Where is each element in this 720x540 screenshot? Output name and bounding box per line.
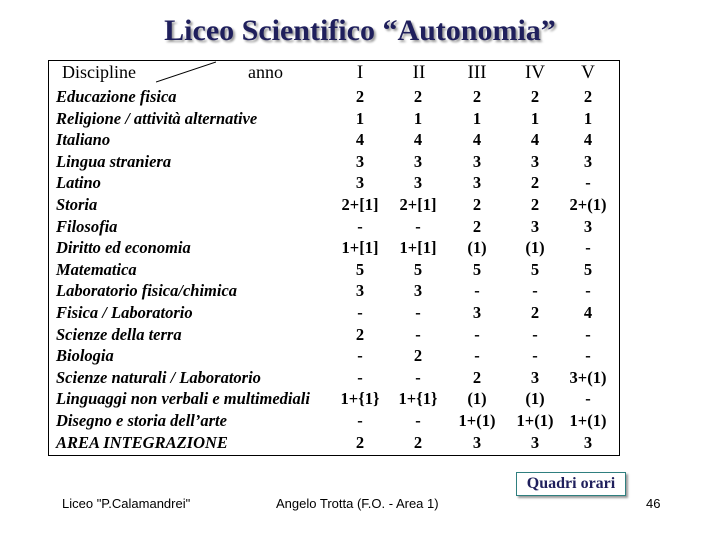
subject-name: Storia xyxy=(56,195,98,214)
hours-cell-year-1: 2 xyxy=(355,324,365,344)
subject-name: Biologia xyxy=(56,346,114,366)
hours-cell-year-2: - xyxy=(415,411,421,430)
footer-school: Liceo "P.Calamandrei" xyxy=(62,496,191,511)
hours-cell-year-5: 1 xyxy=(583,108,593,128)
table-row xyxy=(50,86,620,108)
hours-cell-year-3: 1+(1) xyxy=(458,411,496,430)
table-row xyxy=(50,410,620,432)
slide-title: Liceo Scientifico “Autonomia” xyxy=(164,14,556,47)
hours-cell-year-3: 1 xyxy=(472,108,482,128)
hours-cell-year-1: 1+{1} xyxy=(340,389,380,409)
hours-cell-year-5: - xyxy=(585,281,591,301)
table-row xyxy=(50,194,620,216)
hours-cell-year-5: - xyxy=(585,346,591,366)
year-header-5: V xyxy=(581,62,595,83)
subject-name: Educazione fisica xyxy=(56,87,177,106)
table-row xyxy=(50,302,620,324)
discipline-header: Discipline xyxy=(62,62,136,82)
hours-cell-year-2: - xyxy=(415,303,421,322)
hours-cell-year-2: 1+[1] xyxy=(399,238,437,258)
hours-cell-year-3: (1) xyxy=(467,389,487,409)
hours-cell-year-5: 2+(1) xyxy=(569,195,607,214)
table-row xyxy=(50,237,620,259)
hours-cell-year-1: 2 xyxy=(355,432,365,452)
hours-cell-year-4: 2 xyxy=(530,87,540,106)
hours-cell-year-4: 1+(1) xyxy=(516,411,554,430)
table-row xyxy=(50,388,620,410)
hours-cell-year-2: 4 xyxy=(413,130,423,150)
subject-name: Diritto ed economia xyxy=(56,238,191,258)
hours-cell-year-2: 1+{1} xyxy=(398,389,438,409)
hours-cell-year-4: - xyxy=(532,346,538,366)
hours-cell-year-3: 3 xyxy=(472,173,482,193)
hours-cell-year-3: 4 xyxy=(472,130,482,150)
hours-cell-year-5: 4 xyxy=(583,303,593,322)
hours-cell-year-2: - xyxy=(415,367,421,387)
hours-cell-year-2: 2 xyxy=(413,432,423,452)
hours-cell-year-4: 2 xyxy=(530,303,540,322)
footer-author: Angelo Trotta (F.O. - Area 1) xyxy=(276,496,439,511)
hours-cell-year-3: 2 xyxy=(472,195,482,214)
hours-cell-year-4: (1) xyxy=(525,238,545,258)
table-row xyxy=(50,280,620,302)
year-header-3: III xyxy=(467,62,487,83)
subject-name: Linguaggi non verbali e multimediali xyxy=(56,389,310,409)
hours-cell-year-4: 5 xyxy=(530,259,540,279)
hours-cell-year-2: - xyxy=(415,216,421,236)
subject-name: Laboratorio fisica/chimica xyxy=(56,281,238,301)
hours-cell-year-3: - xyxy=(474,281,480,301)
hours-cell-year-3: (1) xyxy=(467,238,487,258)
hours-cell-year-4: (1) xyxy=(525,389,545,409)
hours-cell-year-2: 3 xyxy=(413,281,423,301)
hours-cell-year-4: 4 xyxy=(530,130,540,150)
hours-cell-year-3: 5 xyxy=(472,259,482,279)
hours-cell-year-3: 2 xyxy=(472,87,482,106)
hours-cell-year-5: - xyxy=(585,389,591,409)
year-header-2: II xyxy=(412,62,426,83)
table-row xyxy=(50,345,620,367)
anno-header: anno xyxy=(248,62,283,82)
table-row xyxy=(50,108,620,130)
subject-name: Matematica xyxy=(56,259,137,279)
hours-cell-year-1: 3 xyxy=(355,173,365,193)
hours-cell-year-5: - xyxy=(585,324,591,344)
subject-name: Religione / attività alternative xyxy=(56,108,258,128)
hours-cell-year-4: - xyxy=(532,324,538,344)
subject-name: Lingua straniera xyxy=(56,151,172,171)
hours-cell-year-2: 3 xyxy=(413,173,423,193)
year-header-4: IV xyxy=(524,62,546,83)
hours-cell-year-5: - xyxy=(585,238,591,258)
hours-cell-year-3: 3 xyxy=(472,303,482,322)
hours-cell-year-1: - xyxy=(357,367,363,387)
table-row xyxy=(50,216,620,238)
hours-cell-year-4: 3 xyxy=(530,367,540,387)
hours-cell-year-5: 3 xyxy=(583,151,593,171)
hours-cell-year-3: 2 xyxy=(472,367,482,387)
hours-cell-year-1: 3 xyxy=(355,151,365,171)
hours-cell-year-1: 4 xyxy=(355,130,365,150)
hours-cell-year-4: 3 xyxy=(530,151,540,171)
subject-name: AREA INTEGRAZIONE xyxy=(56,432,228,452)
page-number: 46 xyxy=(646,496,661,511)
hours-cell-year-3: 3 xyxy=(472,151,482,171)
table-row xyxy=(50,259,620,281)
quadri-orari-button[interactable]: Quadri orari xyxy=(516,472,626,496)
hours-cell-year-2: 2+[1] xyxy=(399,195,437,214)
hours-cell-year-1: 1 xyxy=(355,108,365,128)
hours-cell-year-1: - xyxy=(357,411,363,430)
hours-cell-year-5: 4 xyxy=(583,130,593,150)
hours-cell-year-2: 5 xyxy=(413,259,423,279)
subject-name: Scienze naturali / Laboratorio xyxy=(56,367,261,387)
hours-cell-year-2: 2 xyxy=(413,87,423,106)
hours-cell-year-1: - xyxy=(357,216,363,236)
subject-name: Scienze della terra xyxy=(56,324,182,344)
hours-cell-year-5: 3 xyxy=(583,432,593,452)
hours-cell-year-5: 5 xyxy=(583,259,593,279)
subject-name: Disegno e storia dell’arte xyxy=(56,411,227,430)
hours-cell-year-1: 2+[1] xyxy=(341,195,379,214)
hours-cell-year-2: 2 xyxy=(413,346,423,366)
hours-cell-year-1: - xyxy=(357,303,363,322)
hours-cell-year-4: 3 xyxy=(530,432,540,452)
hours-cell-year-2: 1 xyxy=(413,108,423,128)
hours-cell-year-1: 2 xyxy=(355,87,365,106)
hours-cell-year-2: - xyxy=(415,324,421,344)
hours-cell-year-4: 3 xyxy=(530,216,540,236)
hours-cell-year-5: 3 xyxy=(583,216,593,236)
hours-cell-year-2: 3 xyxy=(413,151,423,171)
subject-name: Latino xyxy=(56,173,101,193)
table-row xyxy=(50,367,620,389)
hours-cell-year-1: 1+[1] xyxy=(341,238,379,258)
hours-cell-year-4: 2 xyxy=(530,173,540,193)
table-row xyxy=(50,172,620,194)
hours-cell-year-3: 3 xyxy=(472,432,482,452)
hours-cell-year-3: - xyxy=(474,346,480,366)
hours-cell-year-3: 2 xyxy=(472,216,482,236)
hours-cell-year-3: - xyxy=(474,324,480,344)
subject-name: Fisica / Laboratorio xyxy=(56,303,193,322)
subject-name: Italiano xyxy=(56,130,111,150)
hours-cell-year-5: - xyxy=(585,173,591,193)
hours-cell-year-5: 2 xyxy=(583,87,593,106)
subject-name: Filosofia xyxy=(56,216,118,236)
hours-cell-year-1: 3 xyxy=(355,281,365,301)
hours-cell-year-4: 1 xyxy=(530,108,540,128)
hours-cell-year-4: 2 xyxy=(530,195,540,214)
hours-cell-year-1: 5 xyxy=(355,259,365,279)
hours-cell-year-5: 1+(1) xyxy=(569,411,607,430)
hours-cell-year-5: 3+(1) xyxy=(569,367,607,387)
table-row xyxy=(50,151,620,173)
table-row xyxy=(50,432,620,454)
hours-cell-year-1: - xyxy=(357,346,363,366)
hours-cell-year-4: - xyxy=(532,281,538,301)
year-header-1: I xyxy=(356,62,364,83)
table-row xyxy=(50,129,620,151)
table-row xyxy=(50,324,620,346)
